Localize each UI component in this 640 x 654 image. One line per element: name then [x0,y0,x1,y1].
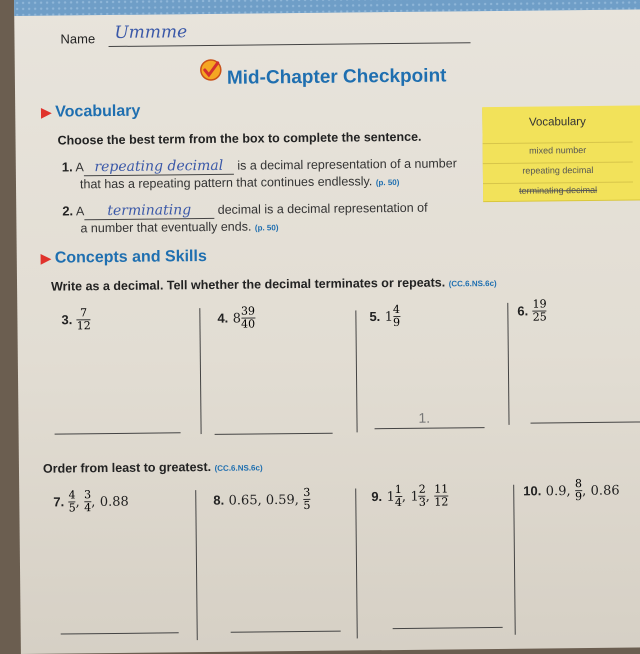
answer-stub: 1. [418,409,431,426]
answer-line-9 [393,627,503,629]
divider [507,303,509,425]
problem-3: 3. $\frac{7}{12}$ [61,306,91,333]
problem-7: 7. $\frac{4}{5}$ , $\frac{3}{4}$ , 0.88 [53,488,129,515]
fraction: $\frac{39}{40}$ [240,304,256,331]
vocab-question-2: 2. A terminating decimal is a decimal representation of a number that eventually ends. (p. 50) [62,200,428,236]
page-title: Mid-Chapter Checkpoint [226,65,447,89]
answer-handwriting-1: repeating decimal [94,157,224,176]
order-instruction: Order from least to greatest. (CC.6.NS.6c) [42,459,263,476]
fraction: $\frac{4}{9}$ [392,302,401,330]
vocabulary-heading: ▶ Vocabulary [41,102,141,121]
vocab-term-repeating-decimal: repeating decimal [483,162,633,177]
vocabulary-box [482,105,640,201]
answer-line-5 [375,427,485,429]
fraction: $\frac{19}{25}$ [532,297,547,324]
divider [513,485,516,635]
name-handwriting: Ummme [114,22,188,43]
divider [355,310,357,432]
fraction: $\frac{7}{12}$ [76,306,91,333]
problem-4: 4. 8 $\frac{39}{40}$ [217,304,256,331]
vocabulary-box-title: Vocabulary [528,116,586,129]
answer-line-8 [231,631,341,633]
divider [199,308,201,434]
answer-handwriting-2: terminating [107,202,192,220]
vocabulary-instruction: Choose the best term from the box to complete the sentence. [57,129,422,148]
vocab-question-1: 1. A repeating decimal is a decimal representation of a number that has a repeating pattern that continues endlessly. (p. 50) [61,156,457,192]
worksheet-page [14,0,640,654]
answer-line-4 [215,433,333,435]
name-label: Name [60,31,96,47]
concepts-instruction: Write as a decimal. Tell whether the decimal terminates or repeats. (CC.6.NS.6c) [50,275,497,294]
problem-9: 9. 1 $\frac{1}{4}$ , 1 $\frac{2}{3}$ , $\frac{11}{12}$ [371,482,449,510]
checkmark-badge-icon [199,58,223,82]
problem-5: 5. 1 $\frac{4}{9}$ [369,302,401,330]
divider [355,488,358,638]
triangle-arrow-icon: ▶ [40,250,51,266]
answer-line-7 [61,632,179,634]
problem-8: 8. 0.65, 0.59, $\frac{3}{5}$ [213,485,311,512]
name-line [109,42,471,47]
vocab-term-terminating-decimal: terminating decimal [483,182,633,197]
problem-6: 6. $\frac{19}{25}$ [517,297,547,324]
problem-10: 10. 0.9, $\frac{8}{9}$ , 0.86 [523,477,620,504]
answer-line-6 [531,421,640,423]
divider [195,490,198,640]
concepts-heading: ▶ Concepts and Skills [40,247,207,267]
triangle-arrow-icon: ▶ [41,104,52,120]
answer-line-3 [55,432,181,434]
top-pattern-band [14,0,640,16]
vocab-term-mixed-number: mixed number [483,142,633,157]
